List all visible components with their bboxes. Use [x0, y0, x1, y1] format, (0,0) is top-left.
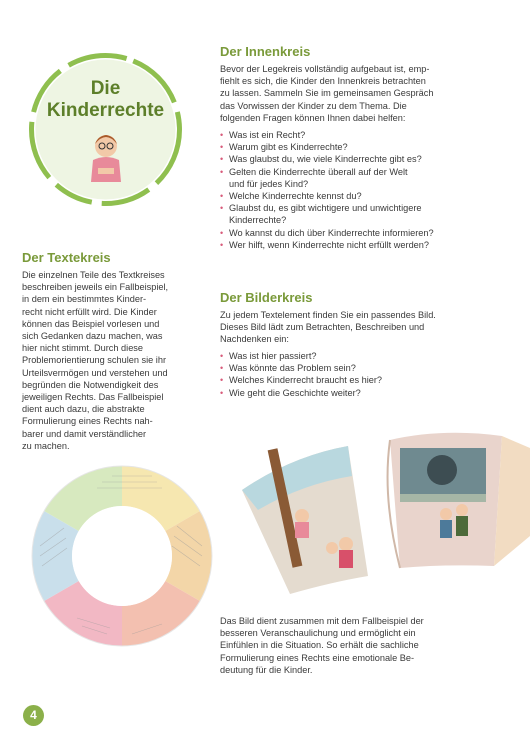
- list-item: • Welche Kinderrechte kennst du?: [220, 190, 510, 202]
- picture-ring-illustration: [232, 418, 530, 596]
- badge-title-line2: Kinderrechte: [46, 100, 165, 121]
- list-item: • Warum gibt es Kinderrechte?: [220, 141, 510, 153]
- innenkreis-heading: Der Innenkreis: [220, 44, 311, 59]
- textekreis-heading: Der Textekreis: [22, 250, 111, 265]
- page-number: 4: [30, 708, 37, 722]
- textekreis-body: Die einzelnen Teile des Textkreises beschreiben jeweils ein Fallbeispiel, in dem ein bestimmtes Kinder- recht nicht erfüllt wird. Die Kinder können das Beispiel vorlesen und sich Gedanken dazu machen, was hier nicht stimmt. Durch diese Problemorientierung schulen sie ihr Urteilsvermögen und verstehen und begründen die Notwendigkeit des jeweiligen Rechts. Das Fallbeispiel dient auch dazu, die abstrakte Formulierung eines Rechts nah- barer und damit verständlicher zu machen.: [22, 270, 169, 451]
- list-item: • Was glaubst du, wie viele Kinderrechte gibt es?: [220, 153, 510, 165]
- list-item: • Glaubst du, es gibt wichtigere und unwichtigere Kinderrechte?: [220, 202, 510, 226]
- innenkreis-question-list: [220, 129, 510, 251]
- closing-paragraph: Das Bild dient zusammen mit dem Fallbeispiel der besseren Veranschaulichung und ermöglicht ein Einfühlen in die Situation. So erhält die sachliche Formulierung eines Rechts eine emotionale Be- deutung für die Kinder.: [220, 616, 424, 675]
- innenkreis-intro: Bevor der Legekreis vollständig aufgebaut ist, emp- fiehlt es sich, die Kinder den Innenkreis betrachten zu lassen. Sammeln Sie im gemeinsamen Gespräch das Vorwissen der Kinder zu dem Thema. Die folgenden Fragen können Ihnen dabei helfen:: [220, 64, 434, 123]
- list-item: • Gelten die Kinderrechte überall auf der Welt und für jedes Kind?: [220, 166, 510, 190]
- list-item: • Was könnte das Problem sein?: [220, 362, 510, 374]
- list-item: • Was ist hier passiert?: [220, 350, 510, 362]
- badge-title-line1: Die: [90, 78, 121, 99]
- child-illustration: [84, 130, 128, 186]
- bilderkreis-question-list: [220, 350, 510, 399]
- list-item: • Wo kannst du dich über Kinderrechte informieren?: [220, 227, 510, 239]
- bilderkreis-heading: Der Bilderkreis: [220, 290, 313, 305]
- list-item: • Was ist ein Recht?: [220, 129, 510, 141]
- bilderkreis-intro: Zu jedem Textelement finden Sie ein passendes Bild. Dieses Bild lädt zum Betrachten, Beschreiben und Nachdenken ein:: [220, 310, 436, 345]
- title-badge: [28, 52, 183, 207]
- text-ring-illustration: [28, 462, 216, 650]
- list-item: • Wie geht die Geschichte weiter?: [220, 387, 510, 399]
- page-number-badge: [23, 705, 44, 726]
- list-item: • Welches Kinderrecht braucht es hier?: [220, 374, 510, 386]
- list-item: • Wer hilft, wenn Kinderrechte nicht erfüllt werden?: [220, 239, 510, 251]
